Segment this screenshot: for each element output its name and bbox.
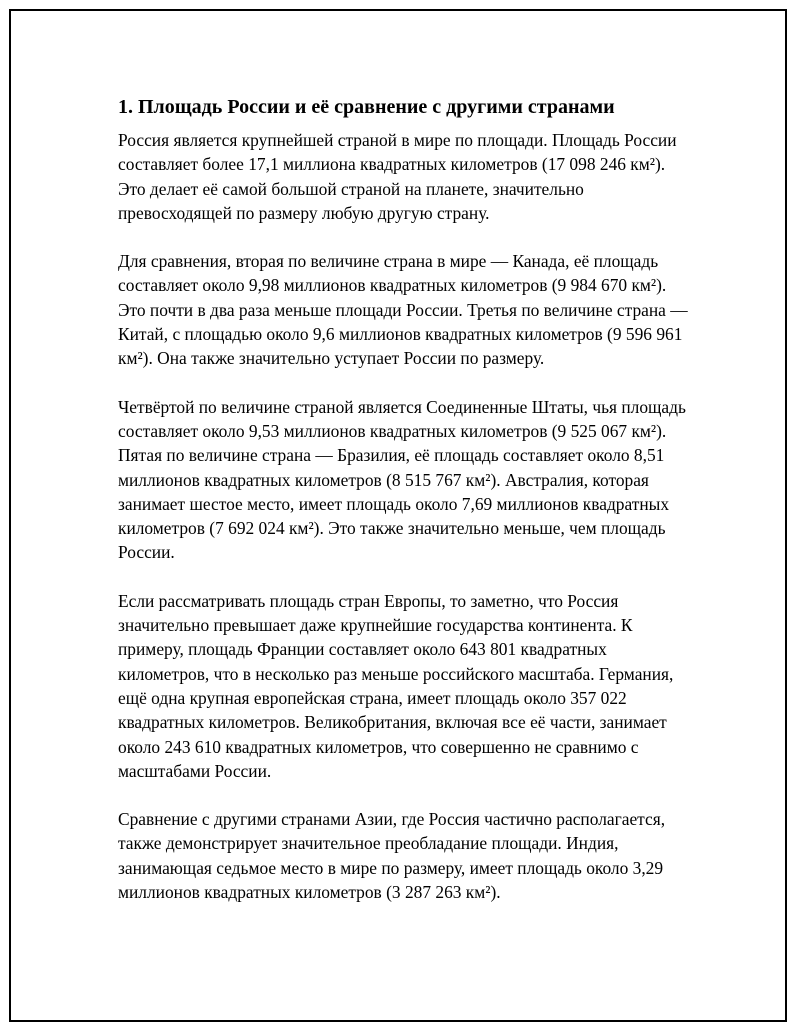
paragraph-usa-brazil-australia: Четвёртой по величине страной является Соединенные Штаты, чья площадь составляет около 9,53 миллионов квадратных километров (9 525 067 км²). Пятая по величине страна — Бразилия, её площадь составляет около 8,51 миллионов квадратных километров (8 515 767 км²). Австралия, которая занимает шестое место, имеет площадь около 7,69 миллионов квадратных километров (7 692 024 км²). Это также значительно меньше, чем площадь России. [118, 396, 686, 563]
paragraph-canada-china: Для сравнения, вторая по величине страна в мире — Канада, её площадь составляет около 9,98 миллионов квадратных километров (9 984 670 км²). Это почти в два раза меньше площади России. Третья по величине страна — Китай, с площадью около 9,6 миллионов квадратных километров (9 596 961 км²). Она также значительно уступает России по размеру. [118, 251, 688, 369]
section-heading: 1. Площадь России и её сравнение с другими странами [118, 96, 615, 118]
document-body [118, 94, 688, 928]
paragraph-europe: Если рассматривать площадь стран Европы, то заметно, что Россия значительно превышает даже крупнейшие государства континента. К примеру, площадь Франции составляет около 643 801 квадратных километров, что в несколько раз меньше российского масштаба. Германия, ещё одна крупная европейская страна, имеет площадь около 357 022 квадратных километров. Великобритания, включая все её части, занимает около 243 610 квадратных километров, что совершенно не сравнимо с масштабами России. [118, 590, 674, 781]
paragraph-russia-area: Россия является крупнейшей страной в мире по площади. Площадь России составляет более 17,1 миллиона квадратных километров (17 098 246 км²). Это делает её самой большой страной на планете, значительно превосходящей по размеру любую другую страну. [118, 130, 677, 223]
paragraph-asia: Сравнение с другими странами Азии, где Россия частично располагается, также демонстрирует значительное преобладание площади. Индия, занимающая седьмое место в мире по размеру, имеет площадь около 3,29 миллионов квадратных километров (3 287 263 км²). [118, 809, 666, 903]
